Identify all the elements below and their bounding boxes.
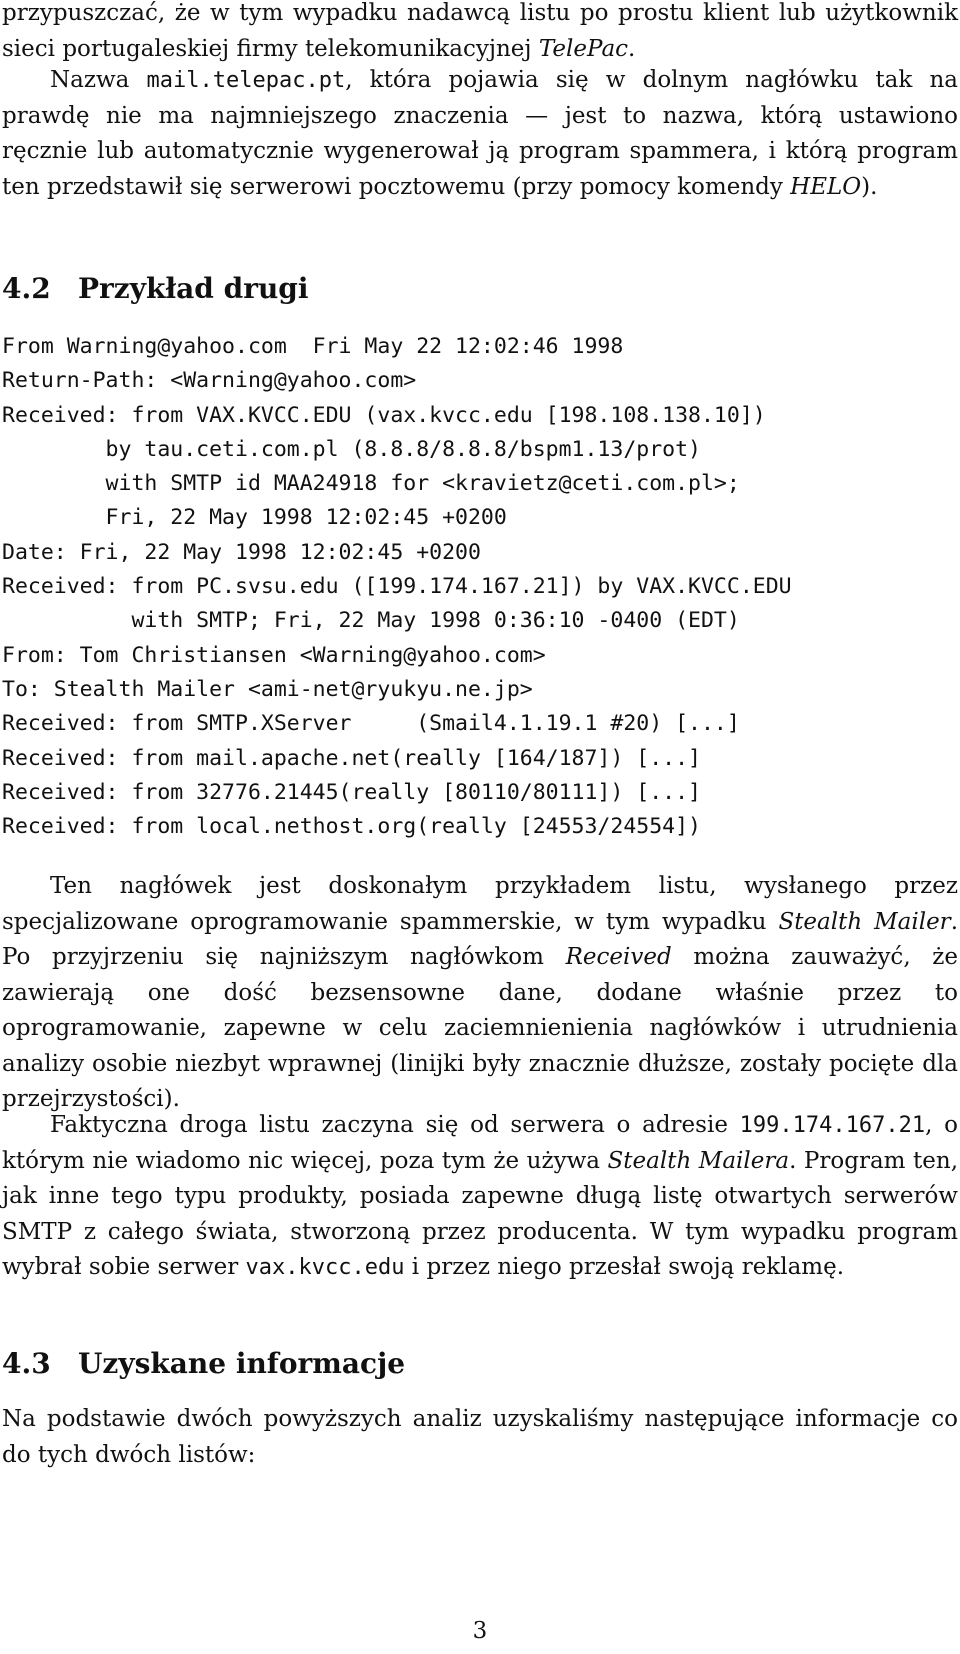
paragraph-text: Nazwa [50, 67, 147, 93]
section-number: 4.3 [2, 1347, 51, 1380]
paragraph-text: , o którym nie wiadomo nic więcej, poza tym że używa [2, 1112, 958, 1174]
paragraph-text: . [628, 35, 636, 62]
header-line: Received: from 32776.21445(really [80110/80111]) [...] [2, 779, 701, 805]
paragraph-text: Ten nagłówek jest doskonałym przykładem listu, wysłanego przez specjalizowane oprogramowanie spammerskie, w tym wypadku [2, 873, 958, 935]
header-line: with SMTP id MAA24918 for <kravietz@ceti.com.pl>; [2, 471, 740, 497]
ip-address-code: 199.174.167.21 [739, 1113, 926, 1138]
header-line: Date: Fri, 22 May 1998 12:02:45 +0200 [2, 539, 481, 565]
hostname-code: mail.telepac.pt [146, 68, 346, 93]
paragraph-text: ). [861, 173, 878, 200]
paragraph-text: Faktyczna droga listu zaczyna się od serwera o adresie [50, 1112, 740, 1138]
section-heading-4-3 [2, 1347, 405, 1380]
header-line: Fri, 22 May 1998 12:02:45 +0200 [2, 505, 507, 531]
paragraph-text: można zauważyć, że zawierają one dość bezsensowne dane, dodane właśnie przez to oprogramowanie, zapewne w celu zaciemnienienia nagłówków i utrudnienia analizy osobie niezbyt wprawnej (linijki były znacznie dłuższe, zostały pocięte dla przejrzystości). [2, 944, 959, 1112]
section-heading-4-2 [2, 272, 309, 305]
paragraph-text: i przez niego przesłał swoją reklamę. [404, 1254, 845, 1280]
emphasis-telepac: TelePac [538, 35, 629, 62]
paragraph-text: , która pojawia się w dolnym nagłówku tak na prawdę nie ma najmniejszego znaczenia — jest to nazwa, którą ustawiono ręcznie lub automatycznie wygenerował ją program spammera, i którą program ten przedstawił się serwerowi pocztowemu (przy pomocy komendy [2, 67, 958, 200]
header-line: Return-Path: <Warning@yahoo.com> [2, 368, 417, 394]
header-line: by tau.ceti.com.pl (8.8.8/8.8.8/bspm1.13/prot) [2, 436, 701, 462]
paragraph-stealth-mailer [2, 869, 958, 1118]
emphasis-received: Received [565, 944, 672, 970]
emphasis-stealth-mailer: Stealth Mailer [778, 908, 951, 935]
emphasis-helo: HELO [790, 173, 862, 200]
paragraph-summary [2, 1402, 958, 1473]
server-code: vax.kvcc.edu [245, 1255, 405, 1280]
paragraph-text: . Po przyjrzeniu się najniższym nagłówkom [2, 908, 958, 970]
header-line: Received: from local.nethost.org(really [24553/24554]) [2, 814, 701, 840]
header-line: From Warning@yahoo.com Fri May 22 12:02:46 1998 [2, 334, 624, 359]
paragraph-text: Na podstawie dwóch powyższych analiz uzyskaliśmy następujące informacje co do tych dwóch listów: [2, 1406, 958, 1468]
email-header-listing [2, 330, 958, 844]
emphasis-stealth-mailera: Stealth Mailera [607, 1147, 790, 1174]
header-line: From: Tom Christiansen <Warning@yahoo.com> [2, 642, 546, 668]
paragraph-text: przypuszczać, że w tym wypadku nadawcą listu po prostu klient lub użytkownik sieci portugaleskiej firmy telekomunikacyjnej [2, 0, 958, 62]
section-title: Przykład drugi [78, 272, 309, 305]
section-number: 4.2 [2, 272, 51, 305]
paragraph-helo [2, 63, 958, 205]
header-line: To: Stealth Mailer <ami-net@ryukyu.ne.jp> [2, 676, 533, 702]
paragraph-intro-continued [2, 0, 958, 67]
paragraph-text: . Program ten, jak inne tego typu produkty, posiada zapewne długą listę otwartych serwerów SMTP z całego świata, stworzoną przez producenta. W tym wypadku program wybrał sobie serwer [2, 1147, 959, 1280]
header-line: Received: from SMTP.XServer (Smail4.1.19.1 #20) [...] [2, 711, 740, 737]
section-title: Uzyskane informacje [78, 1347, 406, 1380]
header-line: with SMTP; Fri, 22 May 1998 0:36:10 -0400 (EDT) [2, 608, 740, 634]
header-line: Received: from VAX.KVCC.EDU (vax.kvcc.edu [198.108.138.10]) [2, 402, 766, 428]
header-line: Received: from PC.svsu.edu ([199.174.167.21]) by VAX.KVCC.EDU [2, 574, 792, 600]
header-line: Received: from mail.apache.net(really [164/187]) [...] [2, 745, 701, 771]
paragraph-route [2, 1108, 958, 1286]
page-number: 3 [472, 1618, 488, 1644]
